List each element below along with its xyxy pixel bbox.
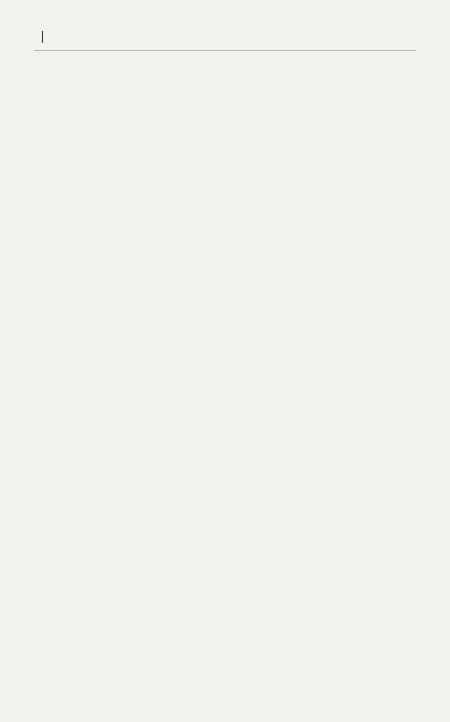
header-separator bbox=[42, 31, 43, 43]
header-rule bbox=[34, 50, 416, 51]
running-header bbox=[34, 31, 416, 43]
